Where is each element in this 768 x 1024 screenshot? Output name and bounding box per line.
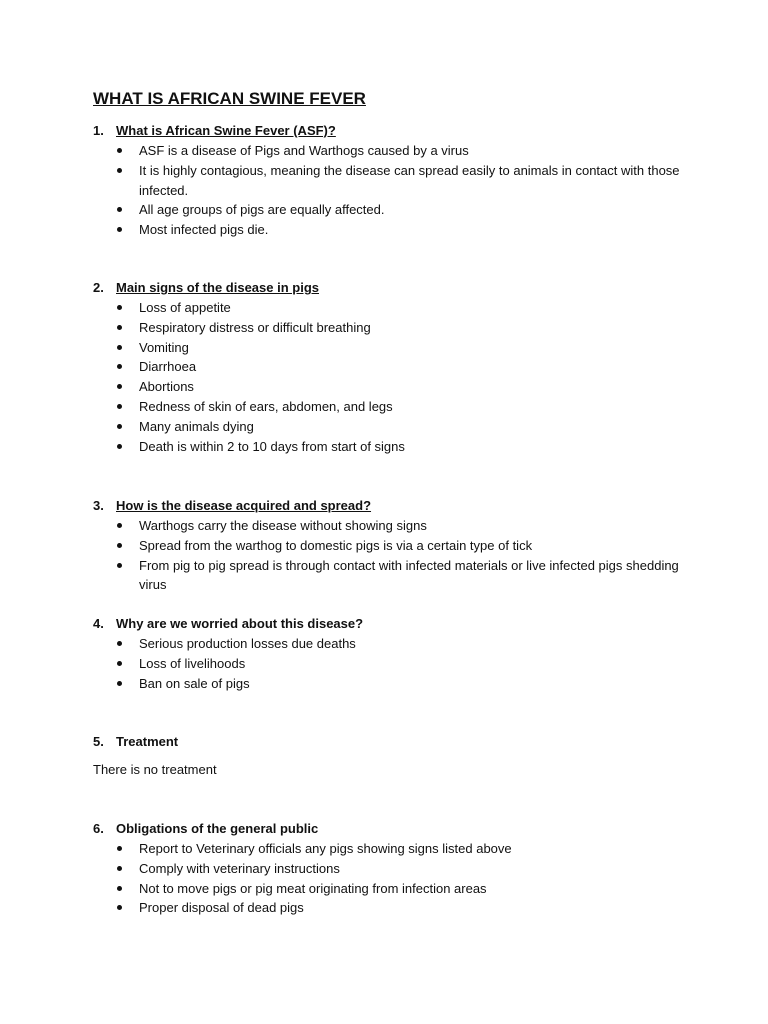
list-item-text: All age groups of pigs are equally affected. — [139, 202, 385, 218]
list-item-text: Many animals dying — [139, 418, 254, 434]
list-item — [93, 318, 693, 338]
list-item — [93, 161, 693, 201]
section-number: 3. — [93, 498, 104, 513]
list-item-text: Not to move pigs or pig meat originating from infection areas — [139, 880, 487, 896]
section-number: 4. — [93, 616, 104, 631]
list-item — [93, 397, 693, 417]
section-treatment — [93, 732, 693, 780]
section-number: 6. — [93, 821, 104, 836]
list-item-text: Most infected pigs die. — [139, 222, 269, 238]
section-heading — [93, 614, 693, 634]
list-item-text: Spread from the warthog to domestic pigs is via a certain type of tick — [139, 537, 533, 553]
section-title: Treatment — [116, 734, 179, 749]
list-item-text: It is highly contagious, meaning the disease can spread easily to animals in contact with those infected. — [139, 162, 680, 198]
list-item-text: Warthogs carry the disease without showing signs — [139, 518, 427, 533]
list-item — [93, 220, 693, 240]
section-worried — [93, 614, 693, 693]
bullet-icon — [117, 886, 122, 891]
list-item-text: Loss of appetite — [139, 300, 231, 315]
list-item — [93, 839, 693, 859]
section-main-signs — [93, 278, 693, 456]
bullet-list — [93, 839, 693, 918]
list-item — [93, 200, 693, 220]
bullet-list — [93, 298, 693, 456]
section-heading — [93, 819, 693, 839]
list-item — [93, 634, 693, 654]
list-item — [93, 437, 693, 457]
bullet-icon — [117, 325, 122, 330]
list-item — [93, 516, 693, 536]
section-title: How is the disease acquired and spread? — [116, 498, 372, 513]
section-title: Main signs of the disease in pigs — [116, 280, 319, 295]
list-item — [93, 536, 693, 556]
list-item — [93, 674, 693, 694]
bullet-icon — [117, 148, 122, 153]
list-item — [93, 417, 693, 437]
section-spread — [93, 496, 693, 595]
section-what-is-asf — [93, 121, 693, 240]
list-item-text: Respiratory distress or difficult breathing — [139, 319, 371, 335]
bullet-icon — [117, 661, 122, 666]
list-item — [93, 141, 693, 161]
bullet-list — [93, 516, 693, 595]
list-item-text: Comply with veterinary instructions — [139, 860, 340, 876]
list-item-text: ASF is a disease of Pigs and Warthogs caused by a virus — [139, 143, 469, 158]
section-title: Why are we worried about this disease? — [116, 616, 364, 631]
list-item-text: Abortions — [139, 379, 194, 395]
list-item — [93, 298, 693, 318]
bullet-list — [93, 634, 693, 693]
bullet-icon — [117, 444, 122, 449]
section-number: 1. — [93, 123, 104, 138]
list-item-text: Ban on sale of pigs — [139, 675, 250, 691]
section-number: 2. — [93, 280, 104, 295]
list-item — [93, 357, 693, 377]
bullet-icon — [117, 404, 122, 409]
list-item-text: Loss of livelihoods — [139, 655, 246, 671]
treatment-text: There is no treatment — [93, 762, 217, 777]
section-number: 5. — [93, 734, 104, 749]
bullet-icon — [117, 563, 122, 568]
bullet-icon — [117, 905, 122, 910]
section-heading — [93, 121, 693, 141]
list-item-text: Serious production losses due deaths — [139, 636, 356, 651]
section-obligations — [93, 819, 693, 918]
list-item-text: Death is within 2 to 10 days from start of signs — [139, 438, 405, 454]
bullet-icon — [117, 345, 122, 350]
section-heading — [93, 278, 693, 298]
bullet-icon — [117, 846, 122, 851]
bullet-list — [93, 141, 693, 240]
bullet-icon — [117, 305, 122, 310]
bullet-icon — [117, 681, 122, 686]
list-item — [93, 859, 693, 879]
list-item-text: Report to Veterinary officials any pigs showing signs listed above — [139, 841, 512, 856]
bullet-icon — [117, 866, 122, 871]
section-heading — [93, 496, 693, 516]
list-item — [93, 898, 693, 918]
bullet-icon — [117, 207, 122, 212]
document-title: WHAT IS AFRICAN SWINE FEVER — [93, 89, 366, 108]
list-item — [93, 377, 693, 397]
section-title: Obligations of the general public — [116, 821, 319, 836]
list-item — [93, 654, 693, 674]
bullet-icon — [117, 424, 122, 429]
bullet-icon — [117, 641, 122, 646]
bullet-icon — [117, 543, 122, 548]
section-title: What is African Swine Fever (ASF)? — [116, 123, 336, 138]
document-page — [93, 88, 693, 916]
bullet-icon — [117, 364, 122, 369]
list-item — [93, 879, 693, 899]
bullet-icon — [117, 168, 122, 173]
list-item-text: From pig to pig spread is through contact with infected materials or live infected pigs shedding virus — [139, 557, 679, 593]
list-item-text: Proper disposal of dead pigs — [139, 900, 304, 916]
section-heading — [93, 732, 693, 752]
list-item — [93, 338, 693, 358]
list-item — [93, 556, 693, 596]
list-item-text: Redness of skin of ears, abdomen, and legs — [139, 398, 393, 414]
bullet-icon — [117, 384, 122, 389]
bullet-icon — [117, 523, 122, 528]
list-item-text: Vomiting — [139, 339, 189, 355]
list-item-text: Diarrhoea — [139, 359, 197, 375]
bullet-icon — [117, 227, 122, 232]
